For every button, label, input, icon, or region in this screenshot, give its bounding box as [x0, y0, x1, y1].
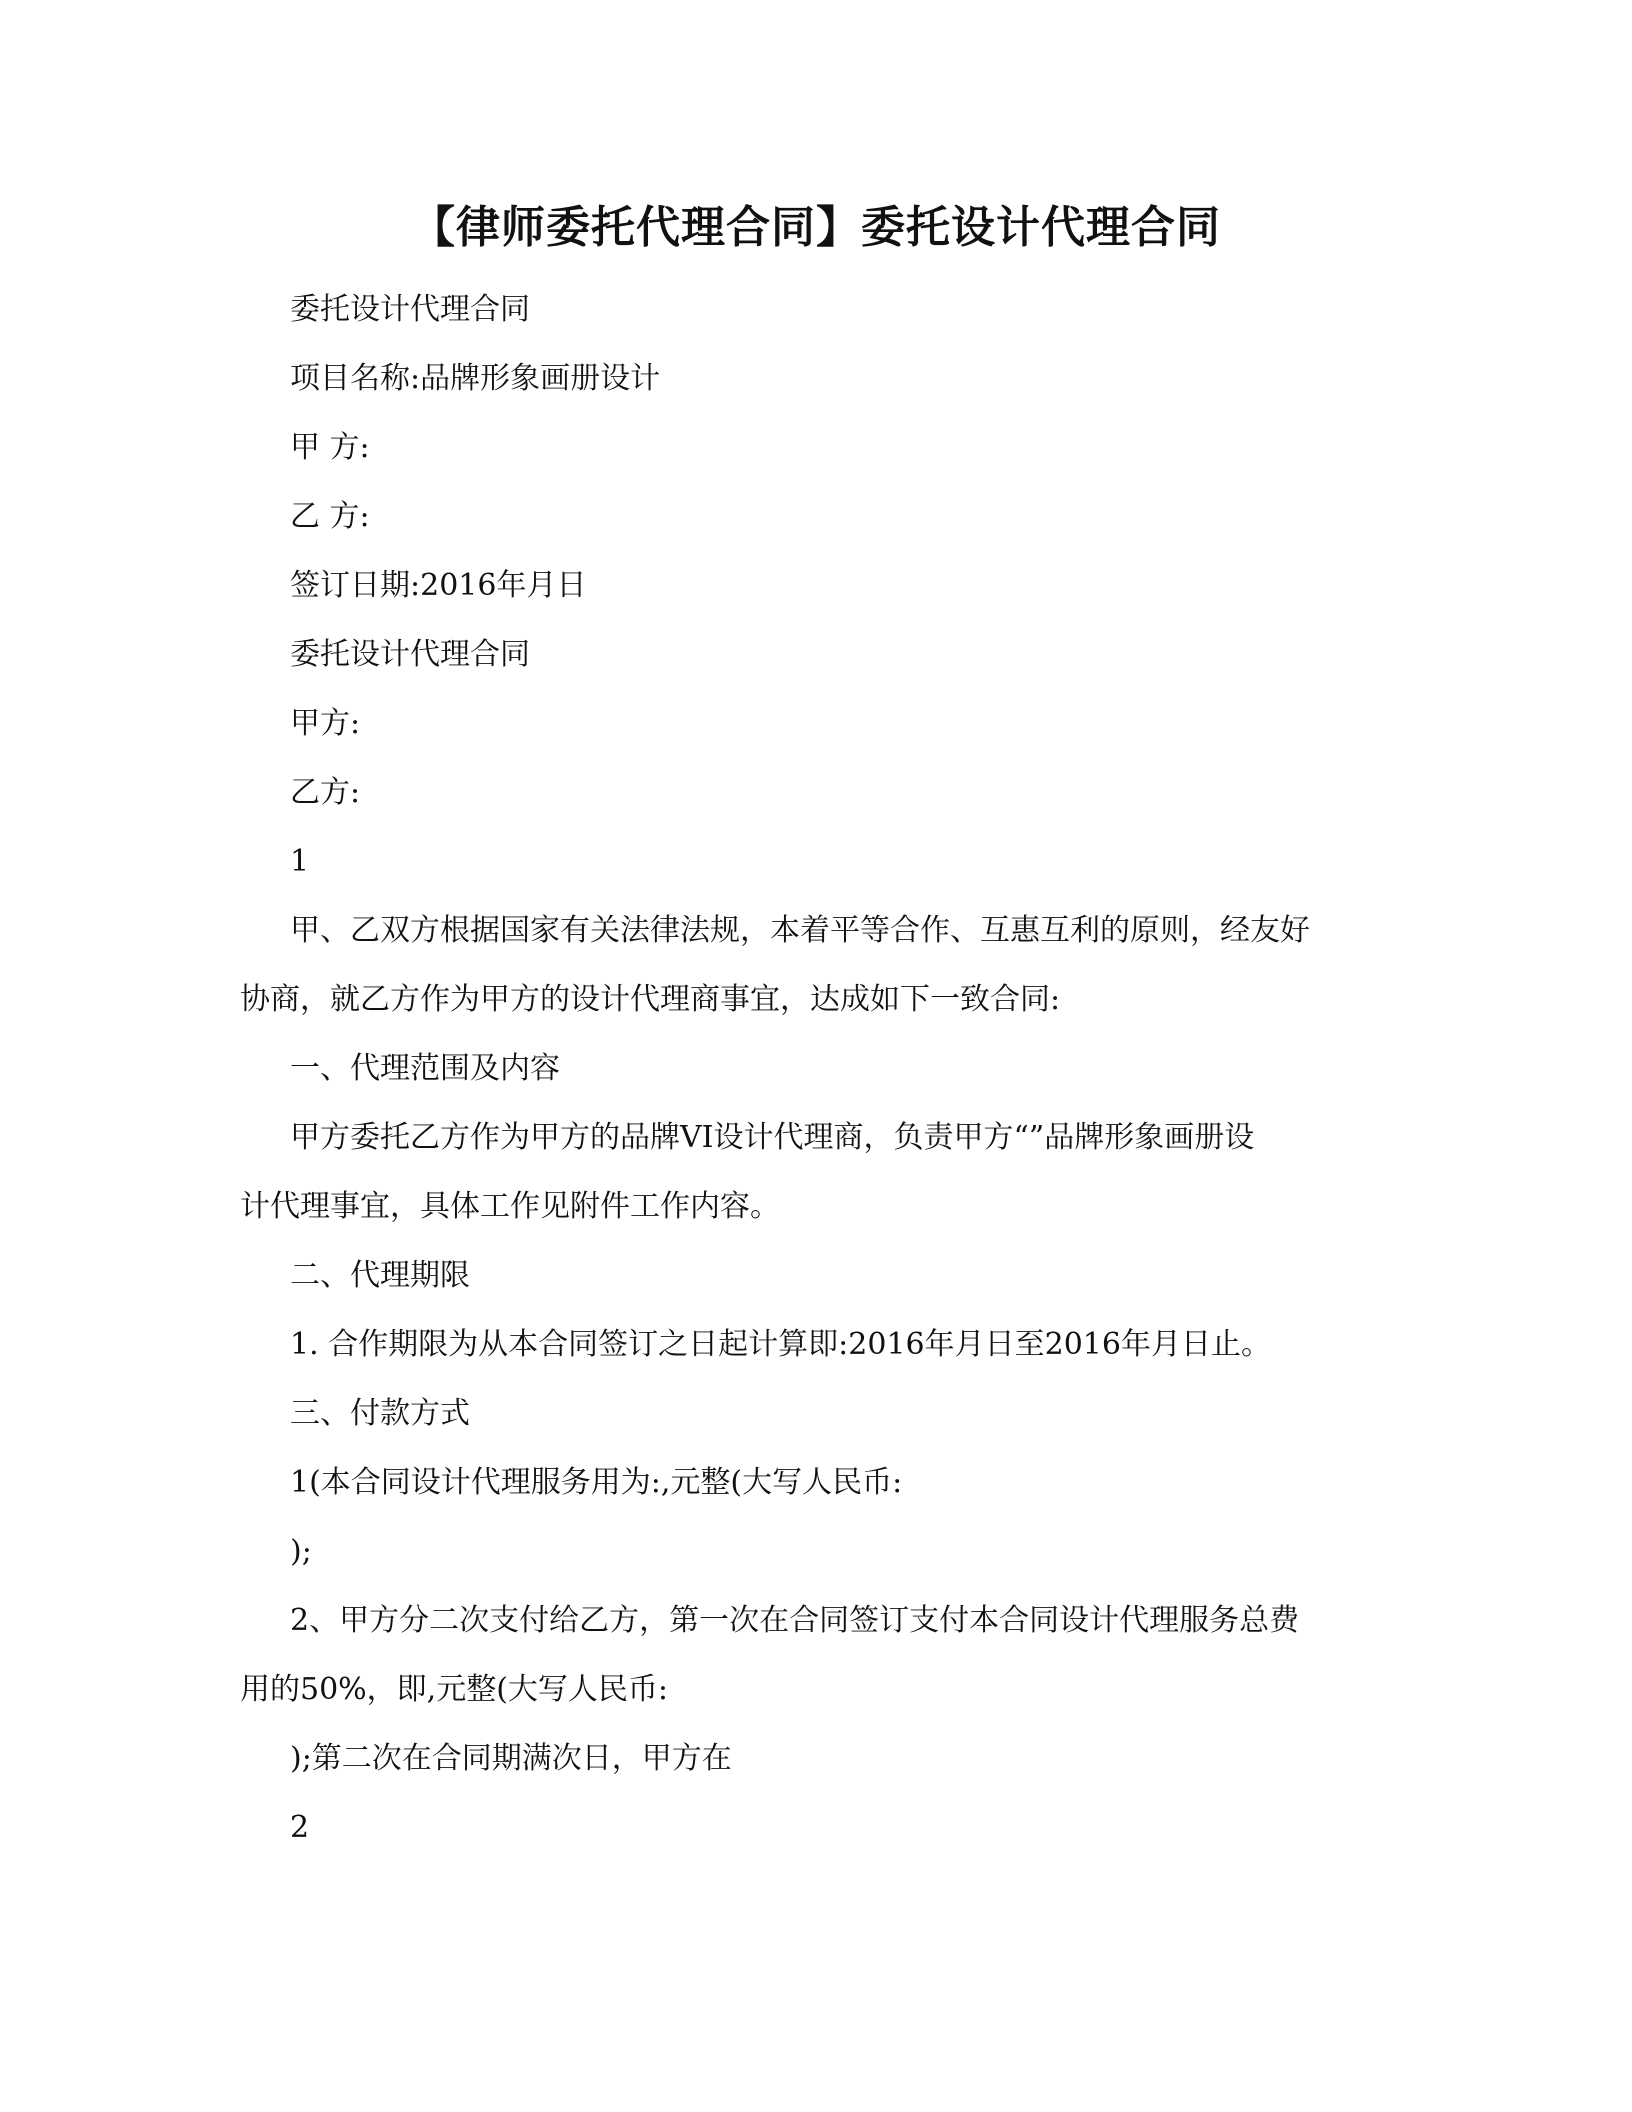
section-2-heading: 二、代理期限: [290, 1258, 470, 1293]
party-a-field: 甲 方:: [290, 430, 370, 465]
party-b-field: 乙 方:: [290, 499, 370, 534]
page-number-1: 1: [290, 844, 310, 879]
section-1-text-line-1: 甲方委托乙方作为甲方的品牌VI设计代理商，负责甲方“”品牌形象画册设: [290, 1120, 1255, 1155]
page-number-2: 2: [290, 1810, 310, 1845]
section-2-item-1: 1. 合作期限为从本合同签订之日起计算即:2016年月日至2016年月日止。: [290, 1327, 1271, 1362]
party-b-field-2: 乙方:: [290, 775, 361, 810]
section-1-text-line-2: 计代理事宜，具体工作见附件工作内容。: [240, 1189, 780, 1224]
contract-heading-2: 委托设计代理合同: [290, 637, 530, 672]
party-a-field-2: 甲方:: [290, 706, 361, 741]
document-title: 【律师委托代理合同】委托设计代理合同: [411, 202, 1221, 253]
section-3-item-2-line-2: 用的50%，即,元整(大写人民币:: [240, 1672, 669, 1707]
contract-heading: 委托设计代理合同: [290, 292, 530, 327]
project-name: 项目名称:品牌形象画册设计: [290, 361, 661, 396]
section-3-item-1: 1(本合同设计代理服务用为:,元整(大写人民币:: [290, 1465, 903, 1500]
section-3-item-1-end: );: [290, 1534, 312, 1569]
section-3-item-2-line-3: );第二次在合同期满次日，甲方在: [290, 1741, 732, 1776]
section-3-heading: 三、付款方式: [290, 1396, 470, 1431]
signing-date: 签订日期:2016年月日: [290, 568, 587, 603]
section-1-heading: 一、代理范围及内容: [290, 1051, 560, 1086]
preamble-line-1: 甲、乙双方根据国家有关法律法规，本着平等合作、互惠互利的原则，经友好: [290, 913, 1310, 948]
section-3-item-2-line-1: 2、甲方分二次支付给乙方，第一次在合同签订支付本合同设计代理服务总费: [290, 1603, 1300, 1638]
preamble-line-2: 协商，就乙方作为甲方的设计代理商事宜，达成如下一致合同:: [240, 982, 1061, 1017]
